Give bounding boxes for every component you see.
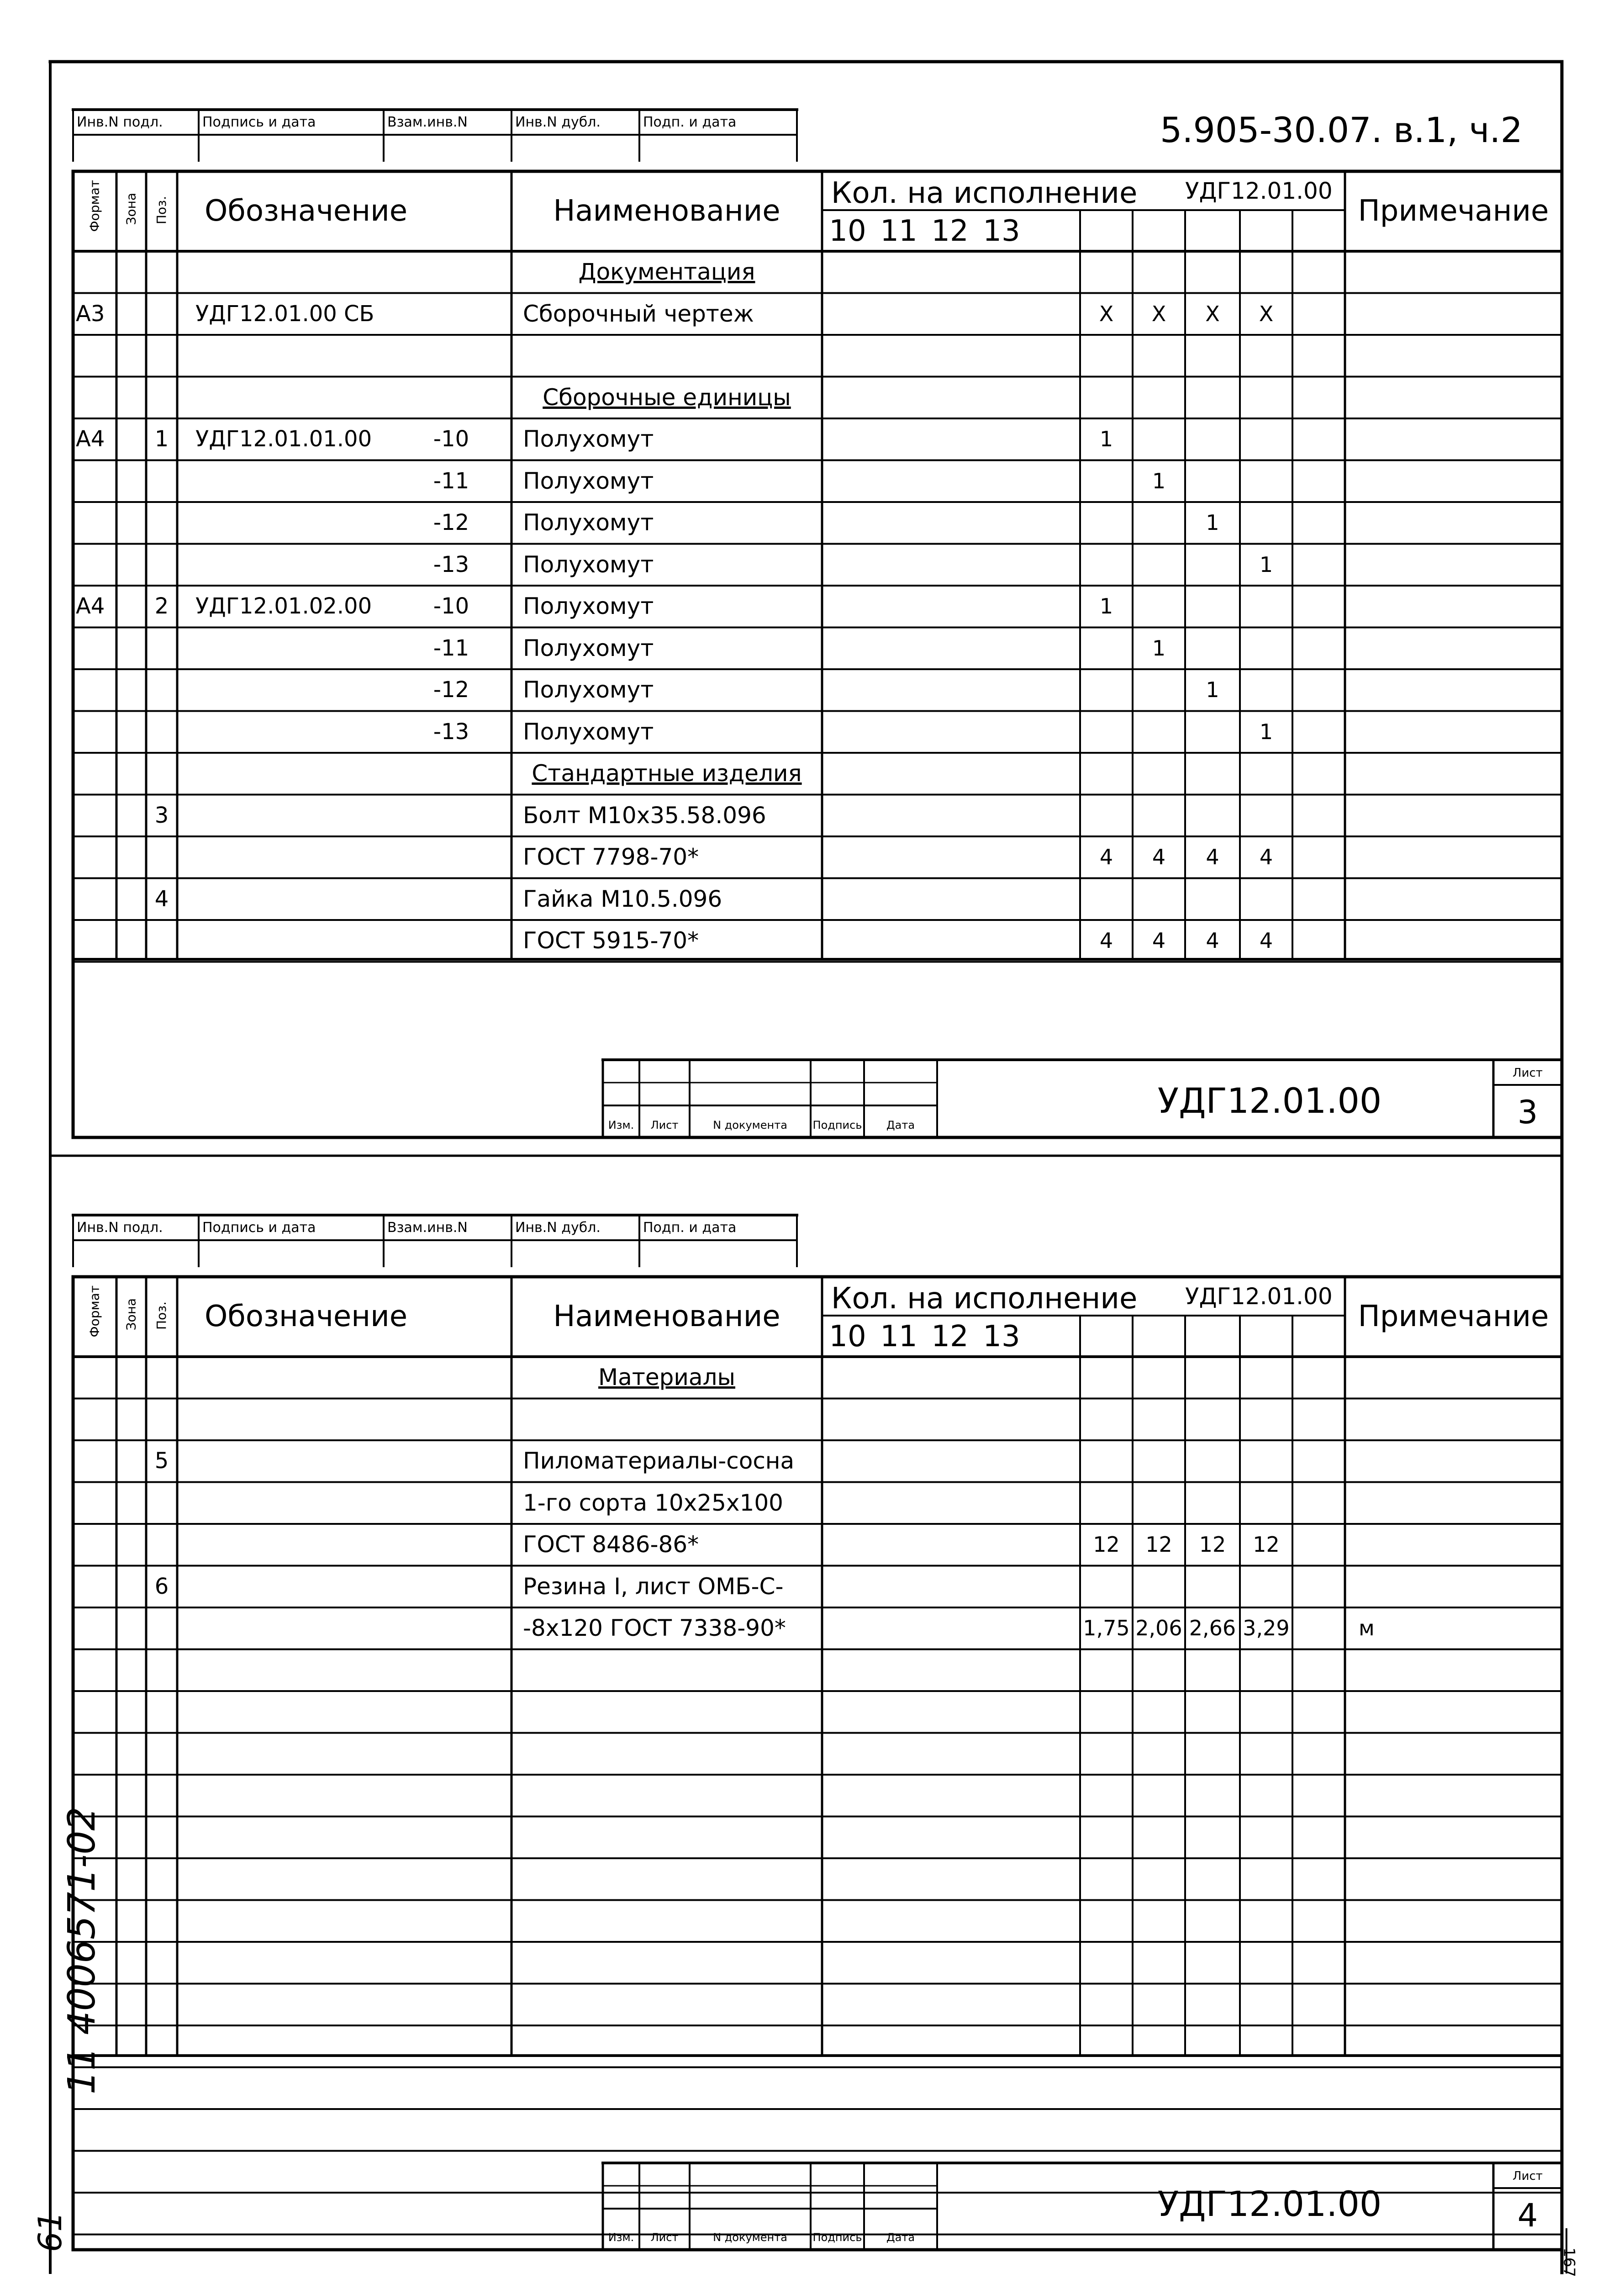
row-qty: [1080, 1399, 1133, 1441]
row-qty: [1133, 878, 1185, 920]
row-position: [146, 1524, 177, 1566]
col-zone-header: Зона: [123, 1298, 139, 1331]
row-qty: [1080, 795, 1133, 837]
row-name: Полухомут: [523, 718, 654, 745]
variant-11-header: 11: [880, 1320, 917, 1353]
row-qty: [1240, 753, 1292, 795]
row-qty: [1080, 1566, 1133, 1608]
row-qty: [1080, 711, 1133, 753]
row-note: [1359, 1482, 1496, 1524]
row-qty: 1: [1152, 468, 1166, 493]
row-qty: 1,75: [1083, 1616, 1130, 1640]
row-qty: [1240, 502, 1292, 544]
row-position: [146, 628, 177, 670]
row-variant: [406, 1357, 497, 1399]
row-note: [1359, 1566, 1496, 1608]
row-qty: [1080, 502, 1133, 544]
row-format: [76, 1566, 116, 1608]
row-note: м: [1359, 1616, 1375, 1640]
sheet-label: Лист: [1513, 2169, 1543, 2183]
row-format: [76, 1440, 116, 1482]
row-format: [76, 1482, 116, 1524]
row-note: [1359, 669, 1496, 711]
row-qty: [1240, 1566, 1292, 1608]
row-designation: [195, 920, 396, 962]
row-qty: [1080, 628, 1133, 670]
variant-10-header: 10: [829, 214, 866, 248]
row-position: [146, 460, 177, 502]
row-note: [1359, 335, 1496, 377]
row-qty: [1185, 335, 1240, 377]
row-position: 5: [154, 1448, 169, 1474]
row-format: А4: [76, 426, 105, 452]
row-position: [146, 377, 177, 419]
row-designation: [195, 1524, 396, 1566]
row-qty: [1080, 251, 1133, 293]
row-name: [523, 335, 822, 377]
row-format: [76, 544, 116, 586]
row-name: Полухомут: [523, 634, 654, 661]
row-qty: [1240, 377, 1292, 419]
row-designation: [195, 753, 396, 795]
row-qty: [1133, 1482, 1185, 1524]
row-name: Полухомут: [523, 677, 654, 703]
titleblock-col-label: Лист: [650, 1119, 679, 1131]
row-qty: [1133, 377, 1185, 419]
row-qty: [1240, 669, 1292, 711]
section-heading: Материалы: [598, 1364, 735, 1390]
row-designation: [195, 836, 396, 878]
row-format: [76, 669, 116, 711]
variant-10-header: 10: [829, 1320, 866, 1353]
row-qty: [1080, 460, 1133, 502]
row-position: [146, 293, 177, 335]
row-qty: [1080, 1482, 1133, 1524]
row-format: [76, 1399, 116, 1441]
row-qty: [1080, 1357, 1133, 1399]
row-qty: Х: [1259, 301, 1274, 326]
row-qty: [1133, 1440, 1185, 1482]
row-qty: [1080, 544, 1133, 586]
row-qty: 4: [1206, 928, 1219, 953]
row-variant: [406, 251, 497, 293]
row-note: [1359, 377, 1496, 419]
row-designation: [195, 335, 396, 377]
col-name-header: Наименование: [553, 1300, 780, 1333]
stamp-header-label: Инв.N подл.: [77, 1220, 163, 1236]
row-qty: [1185, 1399, 1240, 1441]
stamp-header-label: Инв.N дубл.: [515, 1220, 601, 1236]
row-qty: [1185, 586, 1240, 628]
row-designation: [195, 1440, 396, 1482]
row-note: [1359, 460, 1496, 502]
row-position: 2: [154, 593, 169, 619]
stamp-header-label: Подп. и дата: [643, 114, 737, 130]
row-name: Сборочный чертеж: [523, 300, 754, 327]
row-qty: [1240, 460, 1292, 502]
row-qty: [1133, 753, 1185, 795]
row-format: [76, 1607, 116, 1650]
row-designation: [195, 502, 396, 544]
row-qty: 3,29: [1243, 1616, 1290, 1640]
row-qty: [1185, 460, 1240, 502]
row-position: [146, 753, 177, 795]
row-position: [146, 836, 177, 878]
stamp-header-label: Взам.инв.N: [387, 114, 468, 130]
row-qty: 4: [1259, 928, 1273, 953]
section-heading: Документация: [578, 259, 755, 285]
row-position: [146, 544, 177, 586]
row-note: [1359, 586, 1496, 628]
row-qty: [1240, 795, 1292, 837]
row-format: [76, 836, 116, 878]
row-qty: [1080, 669, 1133, 711]
corner-page-number: 167: [1560, 2247, 1578, 2277]
row-qty: [1185, 251, 1240, 293]
row-qty: 4: [1259, 845, 1273, 869]
row-qty: [1080, 753, 1133, 795]
section-heading: Сборочные единицы: [543, 384, 791, 411]
row-position: 3: [154, 802, 169, 828]
row-designation: УДГ12.01.01.00: [195, 426, 372, 452]
row-note: [1359, 1399, 1496, 1441]
qty-title-header: Кол. на исполнение: [831, 1282, 1138, 1316]
row-qty: [1240, 1482, 1292, 1524]
col-name-header: Наименование: [553, 194, 780, 228]
row-note: [1359, 1357, 1496, 1399]
section-heading: Стандартные изделия: [532, 760, 802, 787]
col-pos-header: Поз.: [154, 196, 169, 224]
row-variant: -10: [433, 593, 469, 619]
row-format: [76, 1357, 116, 1399]
row-qty: 2,06: [1135, 1616, 1182, 1640]
row-qty: 1: [1099, 594, 1113, 619]
row-note: [1359, 251, 1496, 293]
row-variant: -12: [433, 510, 469, 535]
titleblock-code: УДГ12.01.00: [1157, 1080, 1382, 1121]
row-qty: [1240, 251, 1292, 293]
row-qty: 4: [1152, 845, 1166, 869]
row-qty: [1080, 878, 1133, 920]
stamp-header-label: Взам.инв.N: [387, 1220, 468, 1236]
titleblock-code: УДГ12.01.00: [1157, 2184, 1382, 2224]
row-name: ГОСТ 7798-70*: [523, 844, 699, 870]
titleblock-col-label: Изм.: [608, 1119, 634, 1131]
col-format-header: Формат: [87, 1285, 102, 1338]
row-name: Полухомут: [523, 426, 654, 452]
row-qty: 4: [1206, 845, 1219, 869]
row-format: [76, 460, 116, 502]
row-format: [76, 502, 116, 544]
row-format: А4: [76, 593, 105, 619]
row-position: [146, 1399, 177, 1441]
row-variant: [406, 1524, 497, 1566]
col-designation-header: Обозначение: [205, 1300, 408, 1333]
col-note-header: Примечание: [1358, 194, 1549, 228]
row-qty: [1185, 628, 1240, 670]
titleblock-col-label: N документа: [713, 2231, 787, 2244]
row-note: [1359, 753, 1496, 795]
row-note: [1359, 628, 1496, 670]
row-qty: 4: [1099, 845, 1113, 869]
row-variant: [406, 1607, 497, 1650]
row-qty: 12: [1199, 1532, 1226, 1557]
row-qty: [1240, 1399, 1292, 1441]
row-position: 4: [154, 886, 169, 912]
row-variant: [406, 1482, 497, 1524]
row-variant: -13: [433, 551, 469, 577]
row-qty: Х: [1099, 301, 1114, 326]
col-note-header: Примечание: [1358, 1300, 1549, 1333]
row-position: [146, 1607, 177, 1650]
row-qty: [1133, 1399, 1185, 1441]
titleblock-col-label: Дата: [886, 1119, 915, 1131]
row-format: [76, 711, 116, 753]
row-variant: -12: [433, 677, 469, 703]
document-code: 5.905-30.07. в.1, ч.2: [1160, 110, 1523, 150]
sheet-number: 4: [1517, 2197, 1538, 2234]
row-name: Полухомут: [523, 509, 654, 536]
row-qty: 1: [1259, 719, 1273, 744]
qty-doc-header: УДГ12.01.00: [1185, 178, 1333, 204]
stamp-header-label: Подпись и дата: [202, 1220, 316, 1236]
col-format-header: Формат: [87, 180, 102, 232]
row-qty: [1185, 1566, 1240, 1608]
row-format: [76, 377, 116, 419]
album-number-note: 11 4006571-02: [60, 1807, 104, 2094]
row-qty: [1240, 586, 1292, 628]
row-variant: [406, 878, 497, 920]
row-qty: 1: [1099, 427, 1113, 451]
col-zone-header: Зона: [123, 192, 139, 225]
row-position: 1: [154, 426, 169, 452]
row-designation: [195, 1607, 396, 1650]
row-designation: [195, 251, 396, 293]
col-pos-header: Поз.: [154, 1301, 169, 1330]
row-variant: [406, 377, 497, 419]
row-qty: 1: [1259, 552, 1273, 577]
row-note: [1359, 418, 1496, 460]
row-qty: [1240, 418, 1292, 460]
row-qty: [1133, 795, 1185, 837]
qty-title-header: Кол. на исполнение: [831, 176, 1138, 210]
row-position: [146, 502, 177, 544]
row-designation: [195, 711, 396, 753]
row-format: [76, 795, 116, 837]
row-qty: 12: [1093, 1532, 1120, 1557]
row-designation: [195, 1357, 396, 1399]
titleblock-col-label: Подпись: [812, 2231, 862, 2244]
row-qty: [1080, 377, 1133, 419]
row-format: [76, 753, 116, 795]
row-designation: [195, 1399, 396, 1441]
variant-12-header: 12: [931, 214, 969, 248]
row-position: [146, 711, 177, 753]
row-format: [76, 628, 116, 670]
row-name: Резина I, лист ОМБ-С-: [523, 1573, 784, 1600]
row-qty: [1185, 753, 1240, 795]
row-position: [146, 335, 177, 377]
row-designation: [195, 1566, 396, 1608]
titleblock-col-label: Подпись: [812, 1119, 862, 1131]
row-qty: [1185, 711, 1240, 753]
row-qty: [1080, 335, 1133, 377]
row-position: [146, 251, 177, 293]
variant-11-header: 11: [880, 214, 917, 248]
row-qty: [1240, 335, 1292, 377]
row-qty: [1133, 544, 1185, 586]
row-format: [76, 251, 116, 293]
variant-13-header: 13: [983, 1320, 1020, 1353]
row-qty: [1133, 586, 1185, 628]
row-position: 6: [154, 1573, 169, 1599]
row-qty: [1080, 1440, 1133, 1482]
row-variant: -13: [433, 719, 469, 745]
row-format: [76, 878, 116, 920]
col-designation-header: Обозначение: [205, 194, 408, 228]
row-note: [1359, 711, 1496, 753]
row-note: [1359, 836, 1496, 878]
row-qty: 1: [1206, 510, 1219, 535]
row-qty: [1240, 1440, 1292, 1482]
row-name: Гайка М10.5.096: [523, 885, 722, 912]
row-designation: УДГ12.01.02.00: [195, 593, 372, 619]
row-designation: [195, 1482, 396, 1524]
row-note: [1359, 1524, 1496, 1566]
row-format: [76, 1524, 116, 1566]
row-variant: [406, 795, 497, 837]
row-qty: [1133, 669, 1185, 711]
row-position: [146, 1357, 177, 1399]
row-qty: [1133, 711, 1185, 753]
row-variant: -10: [433, 426, 469, 452]
row-name: [523, 1399, 822, 1441]
row-note: [1359, 795, 1496, 837]
row-variant: [406, 293, 497, 335]
row-qty: [1185, 544, 1240, 586]
qty-doc-header: УДГ12.01.00: [1185, 1283, 1333, 1310]
row-note: [1359, 1440, 1496, 1482]
row-name: 1-го сорта 10х25х100: [523, 1489, 783, 1516]
titleblock-col-label: Лист: [650, 2231, 679, 2244]
row-variant: [406, 753, 497, 795]
row-designation: [195, 377, 396, 419]
row-qty: [1185, 878, 1240, 920]
row-qty: [1185, 795, 1240, 837]
row-designation: [195, 795, 396, 837]
titleblock-col-label: Изм.: [608, 2231, 634, 2244]
stamp-header-label: Подпись и дата: [202, 114, 316, 130]
row-qty: [1133, 251, 1185, 293]
row-qty: Х: [1151, 301, 1166, 326]
row-designation: УДГ12.01.00 СБ: [195, 301, 374, 327]
row-variant: -11: [433, 468, 469, 494]
row-qty: 2,66: [1189, 1616, 1236, 1640]
row-name: Полухомут: [523, 593, 654, 619]
row-qty: [1133, 335, 1185, 377]
row-name: ГОСТ 5915-70*: [523, 927, 699, 954]
row-note: [1359, 878, 1496, 920]
row-name: Полухомут: [523, 467, 654, 494]
row-qty: [1240, 1357, 1292, 1399]
row-qty: [1133, 1357, 1185, 1399]
row-format: [76, 335, 116, 377]
row-qty: 12: [1253, 1532, 1280, 1557]
row-note: [1359, 544, 1496, 586]
row-format: [76, 920, 116, 962]
row-qty: [1185, 377, 1240, 419]
row-designation: [195, 460, 396, 502]
row-designation: [195, 669, 396, 711]
row-qty: [1240, 628, 1292, 670]
sheet-label: Лист: [1513, 1066, 1543, 1080]
row-designation: [195, 628, 396, 670]
row-qty: [1185, 1357, 1240, 1399]
row-variant: [406, 335, 497, 377]
row-note: [1359, 293, 1496, 335]
row-variant: [406, 836, 497, 878]
row-position: [146, 1482, 177, 1524]
row-qty: 12: [1145, 1532, 1172, 1557]
row-note: [1359, 920, 1496, 962]
row-qty: 1: [1152, 635, 1166, 661]
row-variant: [406, 1440, 497, 1482]
row-qty: [1133, 1566, 1185, 1608]
row-name: ГОСТ 8486-86*: [523, 1531, 699, 1558]
row-variant: [406, 920, 497, 962]
sheet-number: 3: [1517, 1094, 1538, 1131]
stamp-header-label: Подп. и дата: [643, 1220, 737, 1236]
row-variant: [406, 1566, 497, 1608]
variant-13-header: 13: [983, 214, 1020, 248]
row-variant: [406, 1399, 497, 1441]
row-qty: [1133, 418, 1185, 460]
row-qty: [1185, 1440, 1240, 1482]
row-note: [1359, 502, 1496, 544]
row-name: Болт М10х35.58.096: [523, 802, 766, 829]
row-position: [146, 669, 177, 711]
row-qty: Х: [1205, 301, 1220, 326]
row-variant: -11: [433, 635, 469, 661]
row-position: [146, 920, 177, 962]
row-qty: [1133, 502, 1185, 544]
row-name: Пиломатериалы-сосна: [523, 1448, 795, 1474]
row-qty: [1240, 878, 1292, 920]
titleblock-col-label: N документа: [713, 1119, 787, 1131]
row-format: А3: [76, 301, 105, 327]
stamp-header-label: Инв.N подл.: [77, 114, 163, 130]
row-designation: [195, 544, 396, 586]
titleblock-col-label: Дата: [886, 2231, 915, 2244]
stamp-header-label: Инв.N дубл.: [515, 114, 601, 130]
variant-12-header: 12: [931, 1320, 969, 1353]
row-qty: 4: [1152, 928, 1166, 953]
row-name: -8х120 ГОСТ 7338-90*: [523, 1615, 786, 1641]
row-designation: [195, 878, 396, 920]
row-qty: [1185, 1482, 1240, 1524]
row-qty: [1185, 418, 1240, 460]
row-name: Полухомут: [523, 551, 654, 578]
page-note: 61: [32, 2211, 69, 2252]
row-qty: 1: [1206, 677, 1219, 702]
row-qty: 4: [1099, 928, 1113, 953]
